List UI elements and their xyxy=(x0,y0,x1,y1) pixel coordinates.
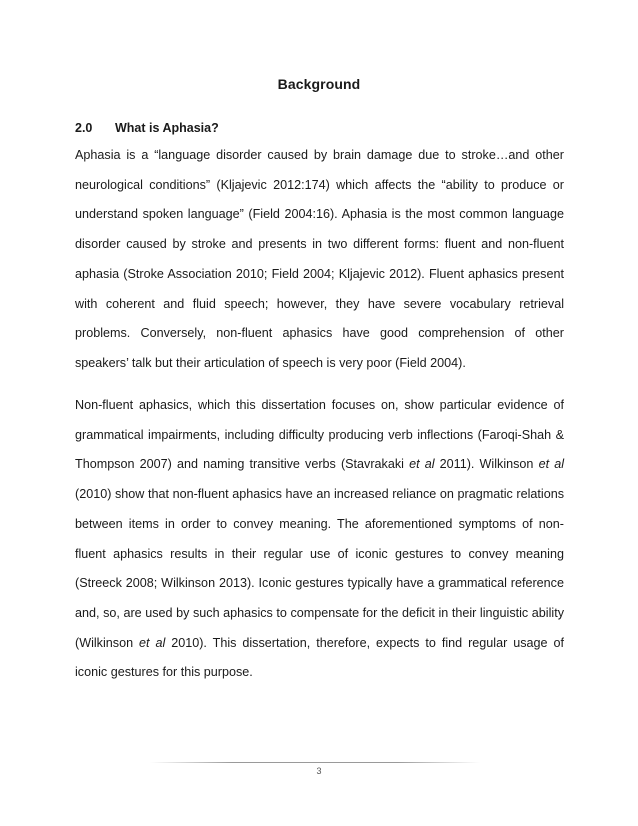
page-number: 3 xyxy=(316,766,322,776)
section-number: 2.0 xyxy=(75,121,93,135)
paragraph-1-text: Aphasia is a “language disorder caused by brain damage due to stroke…and other neurological conditions” (Kljajevic 2012:174) which affects the “ability to produce or understand spoken language” (Field 2004:16). Aphasia is the most common language disorder caused by stroke and presents in two different forms: fluent and non-fluent aphasia (Stroke Association 2010; Field 2004; Kljajevic 2012). Fluent aphasics present with coherent and fluid speech; however, they have severe vocabulary retrieval problems. Conversely, non-fluent aphasics have good comprehension of other speakers’ talk but their articulation of speech is very poor (Field 2004). xyxy=(75,148,564,370)
paragraph-2-run-4: 2010). This dissertation, therefore, expects to find regular usage of iconic gestures for this purpose. xyxy=(75,635,564,680)
footer-divider xyxy=(150,762,480,763)
paragraph-2 xyxy=(75,391,564,688)
paragraph-2-run-3: (2010) show that non-fluent aphasics have an increased reliance on pragmatic relations between items in order to convey meaning. The aforementioned symptoms of non-fluent aphasics results in their regular use of iconic gestures to convey meaning (Streeck 2008; Wilkinson 2013). Iconic gestures typically have a grammatical reference and, so, are used by such aphasics to compensate for the deficit in their linguistic ability (Wilkinson xyxy=(75,487,564,650)
paragraph-2-run-1: Non-fluent aphasics, which this dissertation focuses on, show particular evidence of grammatical impairments, including difficulty producing verb inflections (Faroqi-Shah & Thompson 2007) and naming transitive verbs (Stavrakaki xyxy=(75,398,564,472)
section-heading xyxy=(75,121,219,135)
paragraph-2-italic-et-al-2: et al xyxy=(538,457,564,472)
page-heading: Background xyxy=(277,76,361,92)
section-title: What is Aphasia? xyxy=(115,121,219,135)
paragraph-1 xyxy=(75,141,564,379)
paragraph-2-run-2: 2011). Wilkinson xyxy=(434,457,539,472)
paragraph-2-italic-et-al-1: et al xyxy=(409,457,435,472)
paragraph-2-italic-et-al-3: et al xyxy=(139,635,166,650)
